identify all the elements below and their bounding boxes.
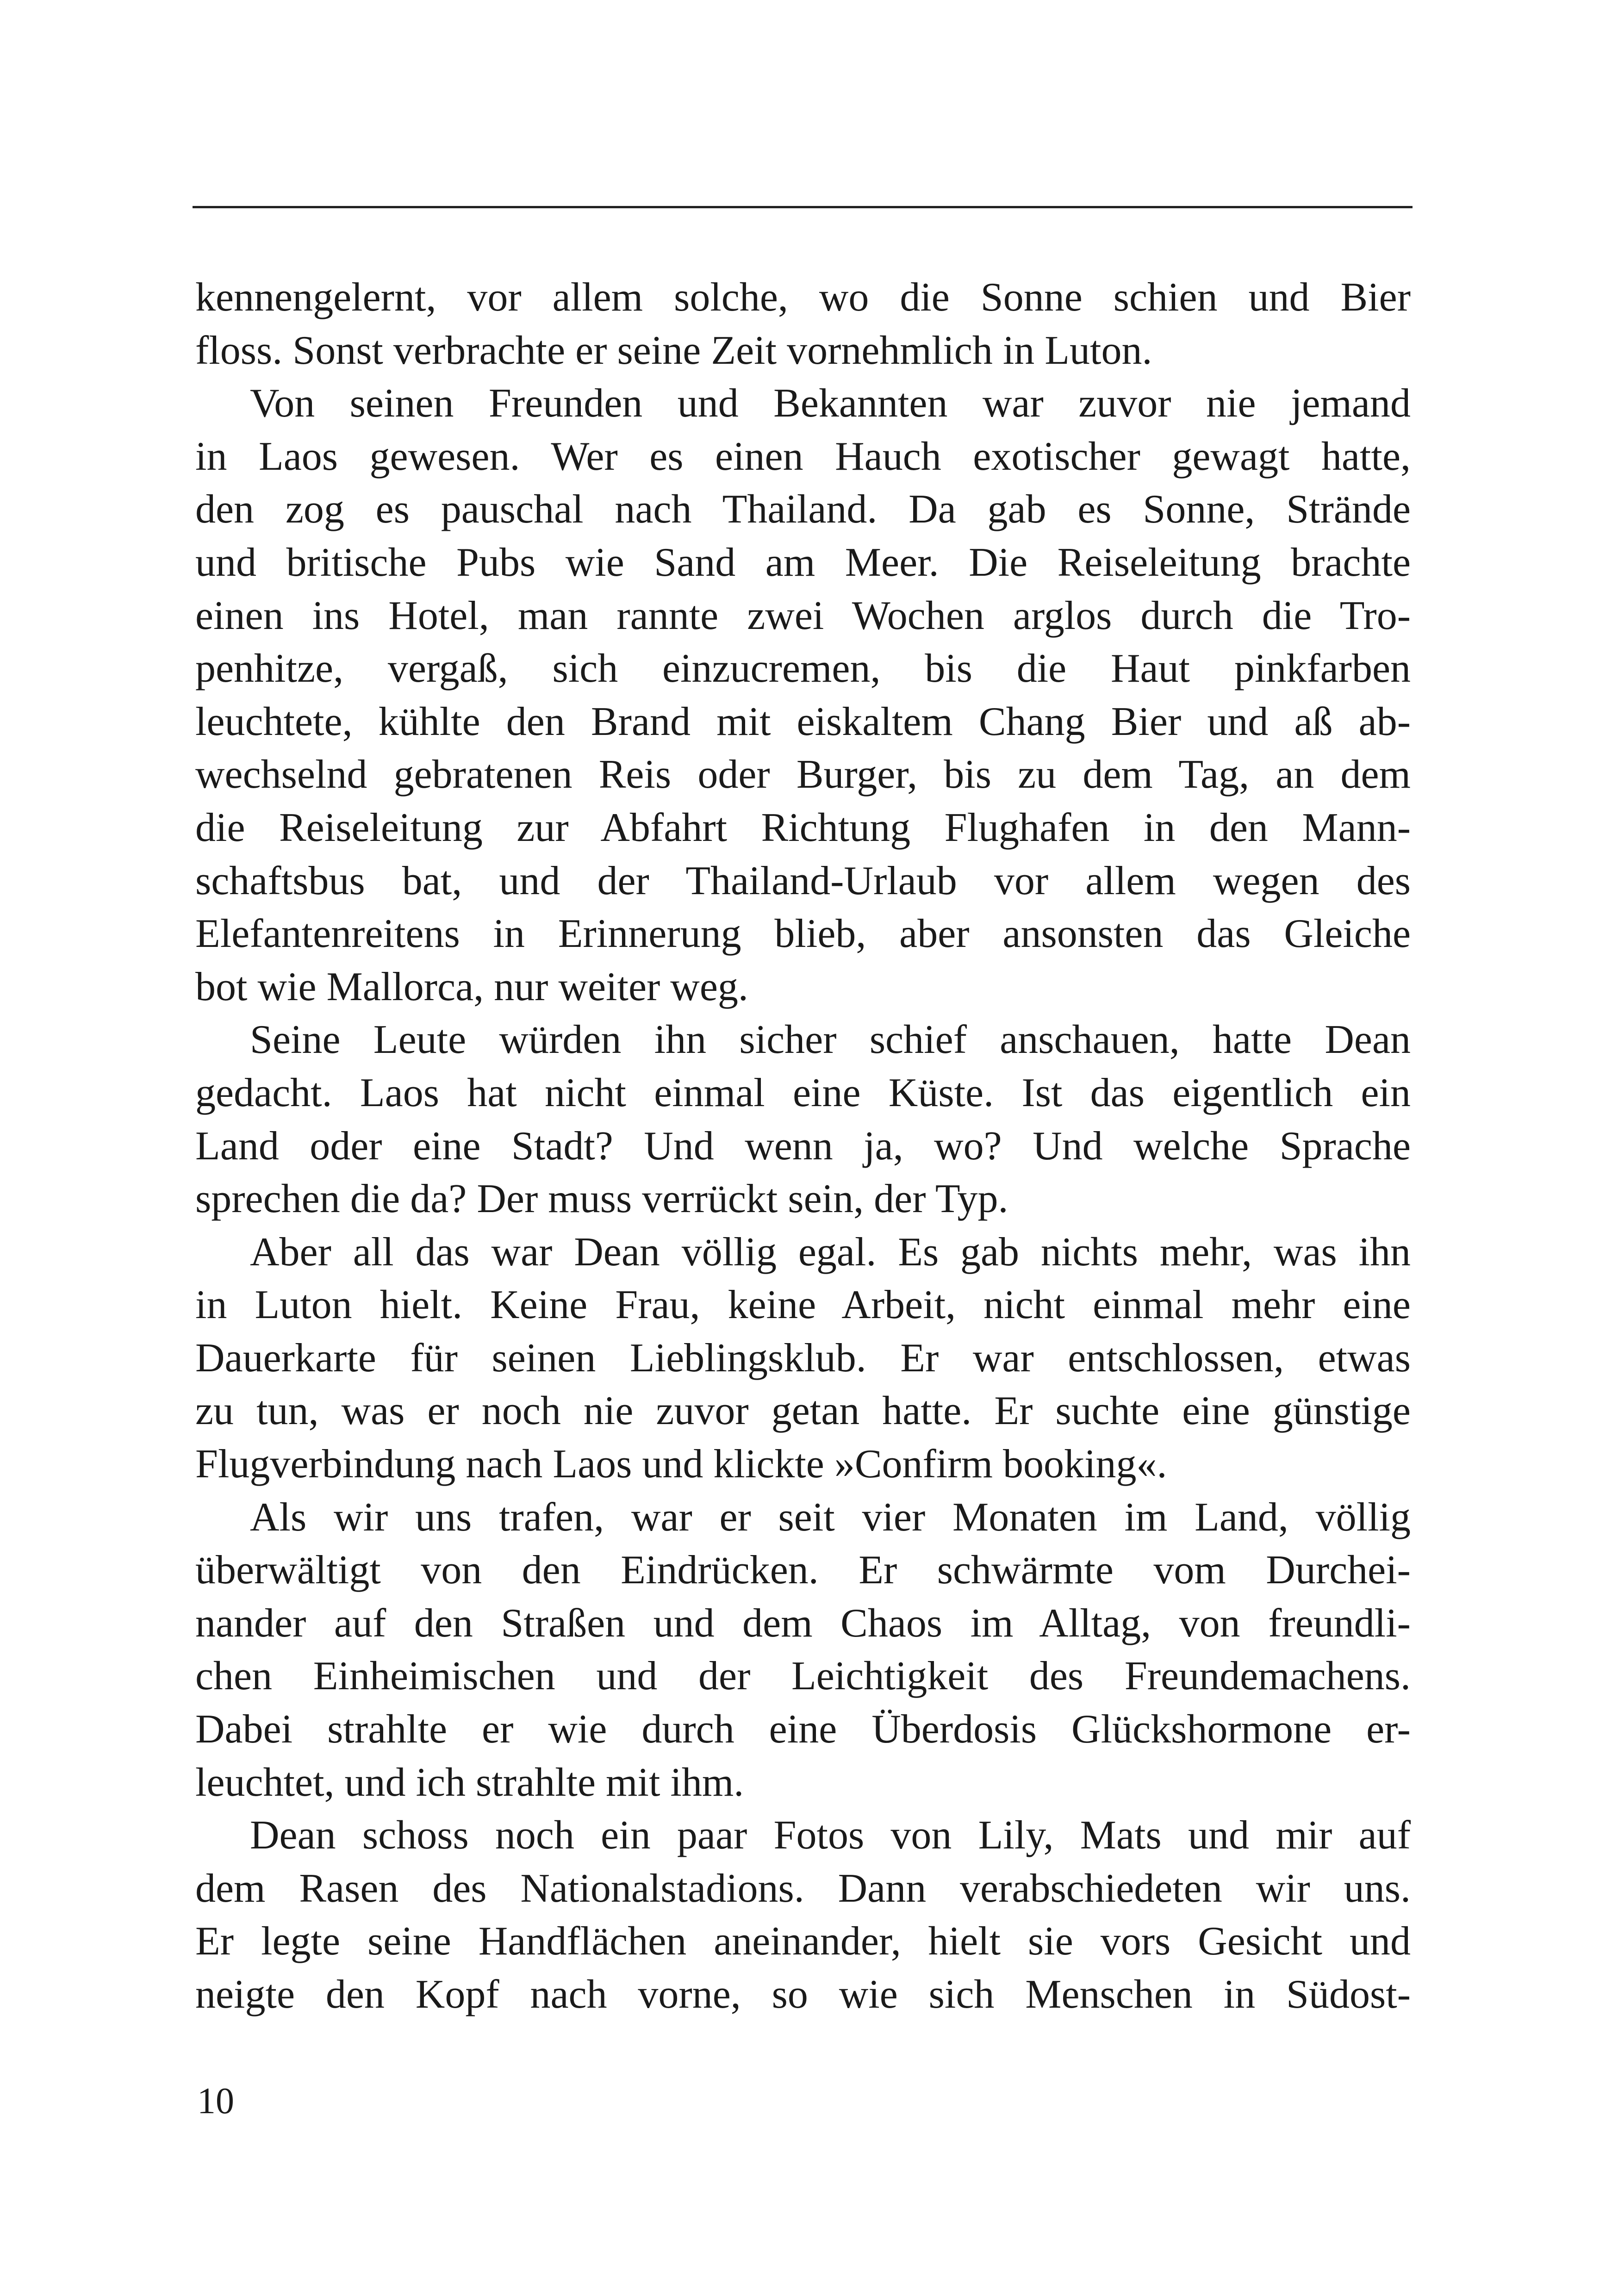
text-line: in Luton hielt. Keine Frau, keine Arbeit, nicht einmal mehr eine xyxy=(195,1282,1411,1328)
text-line: den zog es pauschal nach Thailand. Da gab es Sonne, Strände xyxy=(195,487,1411,532)
text-line: Als wir uns trafen, war er seit vier Monaten im Land, völlig xyxy=(250,1494,1411,1540)
text-line: Von seinen Freunden und Bekannten war zuvor nie jemand xyxy=(250,381,1411,426)
text-line: zu tun, was er noch nie zuvor getan hatte. Er suchte eine günstige xyxy=(195,1388,1411,1434)
text-line: Dauerkarte für seinen Lieblingsklub. Er war entschlossen, etwas xyxy=(195,1335,1411,1381)
text-line: bot wie Mallorca, nur weiter weg. xyxy=(195,964,748,1009)
text-line: gedacht. Laos hat nicht einmal eine Küste. Ist das eigentlich ein xyxy=(195,1070,1411,1115)
text-line: chen Einheimischen und der Leichtigkeit des Freundemachens. xyxy=(195,1654,1411,1699)
text-line: floss. Sonst verbrachte er seine Zeit vornehmlich in Luton. xyxy=(195,328,1152,373)
text-line: Seine Leute würden ihn sicher schief anschauen, hatte Dean xyxy=(250,1017,1411,1063)
text-line: die Reiseleitung zur Abfahrt Richtung Flughafen in den Mann- xyxy=(195,805,1411,850)
header-rule xyxy=(193,206,1413,208)
text-line: wechselnd gebratenen Reis oder Burger, bis zu dem Tag, an dem xyxy=(195,752,1411,797)
text-line: leuchtete, kühlte den Brand mit eiskaltem Chang Bier und aß ab- xyxy=(195,699,1411,744)
text-line: Er legte seine Handflächen aneinander, hielt sie vors Gesicht und xyxy=(195,1919,1411,1964)
text-line: überwältigt von den Eindrücken. Er schwärmte vom Durchei- xyxy=(195,1548,1411,1593)
text-line: dem Rasen des Nationalstadions. Dann verabschiedeten wir uns. xyxy=(195,1866,1411,1911)
text-line: Dabei strahlte er wie durch eine Überdosis Glückshormone er- xyxy=(195,1707,1411,1752)
text-line: Aber all das war Dean völlig egal. Es gab nichts mehr, was ihn xyxy=(250,1229,1411,1275)
text-line: sprechen die da? Der muss verrückt sein, der Typ. xyxy=(195,1176,1008,1222)
text-line: in Laos gewesen. Wer es einen Hauch exotischer gewagt hatte, xyxy=(195,434,1411,479)
text-line: Land oder eine Stadt? Und wenn ja, wo? Und welche Sprache xyxy=(195,1123,1411,1169)
text-line: nander auf den Straßen und dem Chaos im Alltag, von freundli- xyxy=(195,1600,1411,1646)
text-line: schaftsbus bat, und der Thailand-Urlaub vor allem wegen des xyxy=(195,858,1411,903)
text-line: und britische Pubs wie Sand am Meer. Die Reiseleitung brachte xyxy=(195,540,1411,585)
text-line: Flugverbindung nach Laos und klickte »Confirm booking«. xyxy=(195,1442,1167,1487)
text-line: penhitze, vergaß, sich einzucremen, bis die Haut pinkfarben xyxy=(195,646,1411,691)
page-number: 10 xyxy=(197,2081,234,2122)
text-line: Elefantenreitens in Erinnerung blieb, aber ansonsten das Gleiche xyxy=(195,911,1411,957)
text-line: einen ins Hotel, man rannte zwei Wochen arglos durch die Tro- xyxy=(195,593,1411,638)
body-text xyxy=(195,271,1411,2022)
text-line: kennengelernt, vor allem solche, wo die Sonne schien und Bier xyxy=(195,275,1411,320)
text-line: neigte den Kopf nach vorne, so wie sich Menschen in Südost- xyxy=(195,1972,1411,2017)
text-line: leuchtet, und ich strahlte mit ihm. xyxy=(195,1760,744,1805)
text-line: Dean schoss noch ein paar Fotos von Lily, Mats und mir auf xyxy=(250,1813,1411,1858)
